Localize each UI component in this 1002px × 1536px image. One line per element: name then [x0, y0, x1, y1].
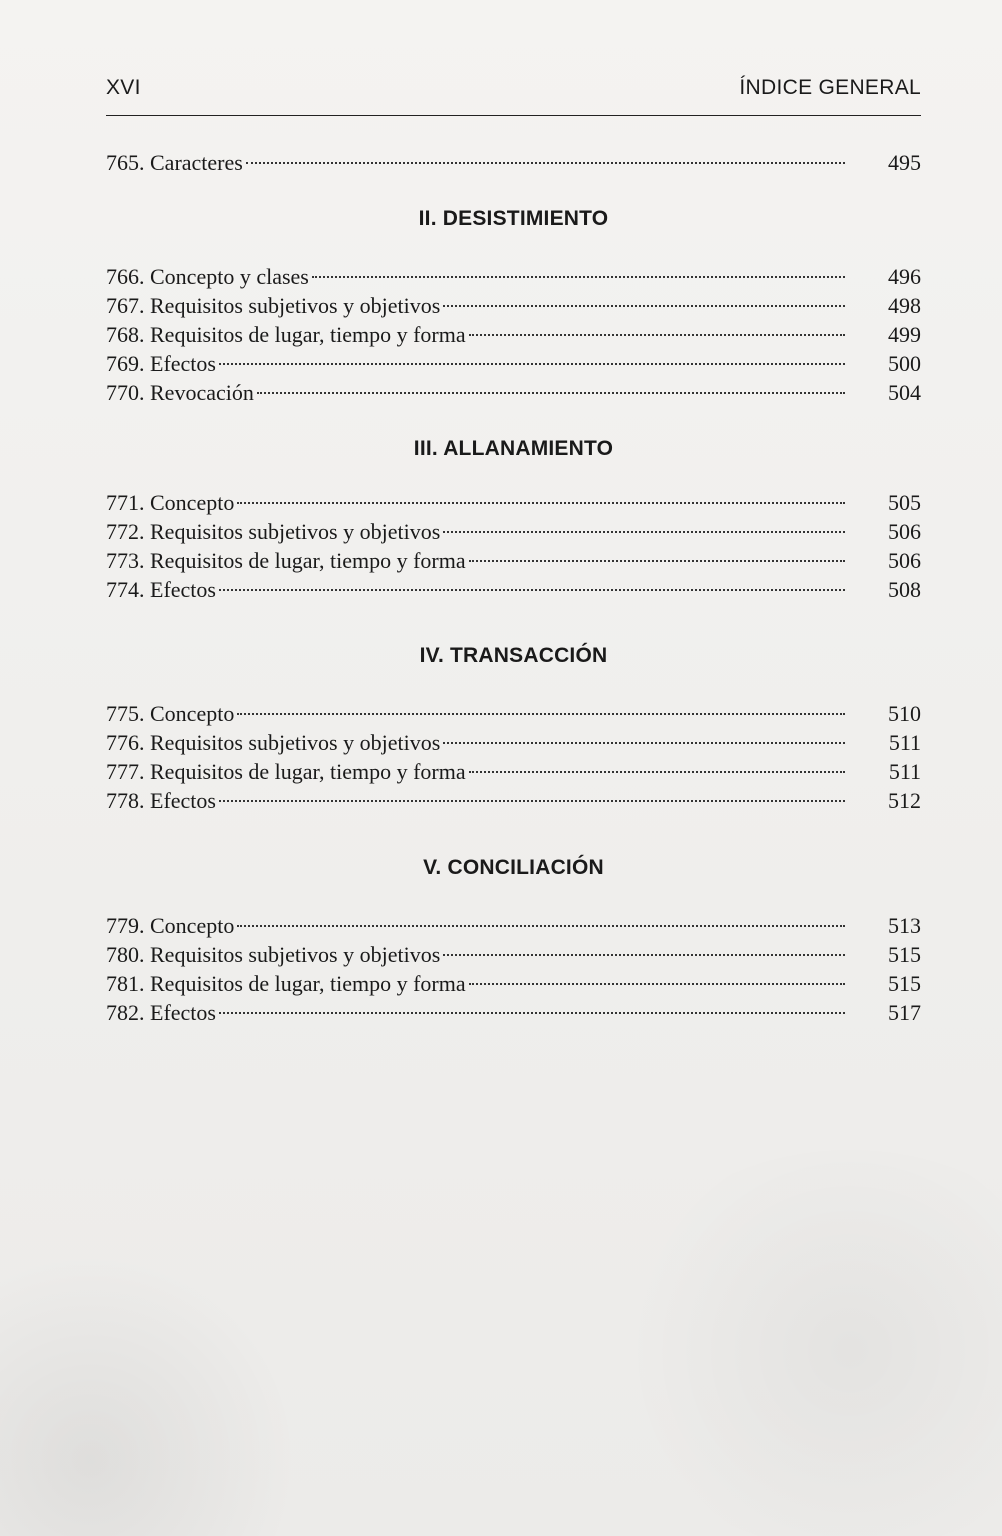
toc-section-allanamiento	[106, 434, 921, 604]
toc-entry-page: 510	[888, 701, 921, 726]
toc-entry-page: 517	[888, 1000, 921, 1025]
toc-entry-page: 495	[888, 150, 921, 175]
toc-entry-label: 767. Requisitos subjetivos y objetivos	[106, 293, 441, 318]
table-of-contents	[106, 148, 921, 1027]
toc-entry-page: 508	[888, 577, 921, 602]
header-rule	[106, 115, 921, 116]
toc-entry-label: 782. Efectos	[106, 1000, 216, 1025]
dot-leader	[469, 560, 845, 562]
toc-entry-label: 779. Concepto	[106, 913, 235, 938]
dot-leader	[443, 954, 845, 956]
toc-entry-label: 777. Requisitos de lugar, tiempo y forma	[106, 759, 466, 784]
toc-entry[interactable]	[106, 546, 921, 575]
dot-leader	[246, 162, 845, 164]
dot-leader	[469, 983, 845, 985]
running-head	[106, 76, 921, 106]
toc-entry-label: 773. Requisitos de lugar, tiempo y forma	[106, 548, 466, 573]
toc-entry[interactable]	[106, 349, 921, 378]
toc-entry-page: 513	[888, 913, 921, 938]
toc-entry[interactable]	[106, 262, 921, 291]
toc-entry-page: 506	[888, 519, 921, 544]
page-folio: XVI	[106, 76, 141, 99]
toc-entry[interactable]	[106, 488, 921, 517]
toc-entry-page: 506	[888, 548, 921, 573]
toc-entry[interactable]	[106, 786, 921, 815]
toc-entry[interactable]	[106, 998, 921, 1027]
dot-leader	[443, 305, 845, 307]
dot-leader	[469, 771, 845, 773]
toc-entry-page: 505	[888, 490, 921, 515]
toc-entry-page: 496	[888, 264, 921, 289]
toc-entry-label: 769. Efectos	[106, 351, 216, 376]
dot-leader	[219, 589, 845, 591]
toc-section-conciliacion	[106, 853, 921, 1027]
toc-entry[interactable]	[106, 911, 921, 940]
toc-entry[interactable]	[106, 940, 921, 969]
dot-leader	[237, 713, 845, 715]
paper-shadow	[0, 1250, 300, 1536]
toc-entry-label: 775. Concepto	[106, 701, 235, 726]
toc-entry-label: 774. Efectos	[106, 577, 216, 602]
toc-entry[interactable]	[106, 969, 921, 998]
dot-leader	[219, 800, 845, 802]
section-heading: III. ALLANAMIENTO	[413, 437, 614, 460]
toc-entry-label: 770. Revocación	[106, 380, 254, 405]
dot-leader	[443, 742, 845, 744]
toc-entry-label: 780. Requisitos subjetivos y objetivos	[106, 942, 441, 967]
toc-entry[interactable]	[106, 148, 921, 177]
toc-entry-page: 512	[888, 788, 921, 813]
toc-entry-page: 511	[888, 730, 921, 755]
dot-leader	[219, 363, 845, 365]
dot-leader	[257, 392, 845, 394]
toc-entry-label: 766. Concepto y clases	[106, 264, 309, 289]
toc-section-desistimiento	[106, 204, 921, 407]
toc-section-transaccion	[106, 641, 921, 815]
dot-leader	[237, 925, 845, 927]
toc-entry-page: 500	[888, 351, 921, 376]
toc-entry[interactable]	[106, 291, 921, 320]
dot-leader	[469, 334, 845, 336]
section-heading: II. DESISTIMIENTO	[418, 207, 609, 230]
toc-entry-label: 771. Concepto	[106, 490, 235, 515]
running-head-title: ÍNDICE GENERAL	[739, 76, 921, 99]
toc-entry-page: 498	[888, 293, 921, 318]
toc-entry-label: 776. Requisitos subjetivos y objetivos	[106, 730, 441, 755]
toc-entry[interactable]	[106, 757, 921, 786]
toc-entry-page: 499	[888, 322, 921, 347]
dot-leader	[312, 276, 845, 278]
toc-entry-label: 768. Requisitos de lugar, tiempo y forma	[106, 322, 466, 347]
toc-entry-page: 515	[888, 971, 921, 996]
toc-entry[interactable]	[106, 728, 921, 757]
toc-entry-page: 504	[888, 380, 921, 405]
toc-entry[interactable]	[106, 699, 921, 728]
toc-entry[interactable]	[106, 378, 921, 407]
toc-entry[interactable]	[106, 517, 921, 546]
paper-shadow	[600, 1150, 1002, 1536]
toc-entry-label: 781. Requisitos de lugar, tiempo y forma	[106, 971, 466, 996]
toc-entry[interactable]	[106, 575, 921, 604]
dot-leader	[219, 1012, 845, 1014]
toc-entry-page: 515	[888, 942, 921, 967]
toc-entry-page: 511	[888, 759, 921, 784]
section-heading: IV. TRANSACCIÓN	[419, 644, 608, 667]
dot-leader	[237, 502, 845, 504]
toc-entry-label: 765. Caracteres	[106, 150, 243, 175]
toc-entry[interactable]	[106, 320, 921, 349]
toc-entry-label: 772. Requisitos subjetivos y objetivos	[106, 519, 441, 544]
toc-entry-label: 778. Efectos	[106, 788, 216, 813]
dot-leader	[443, 531, 845, 533]
section-heading: V. CONCILIACIÓN	[423, 856, 604, 879]
